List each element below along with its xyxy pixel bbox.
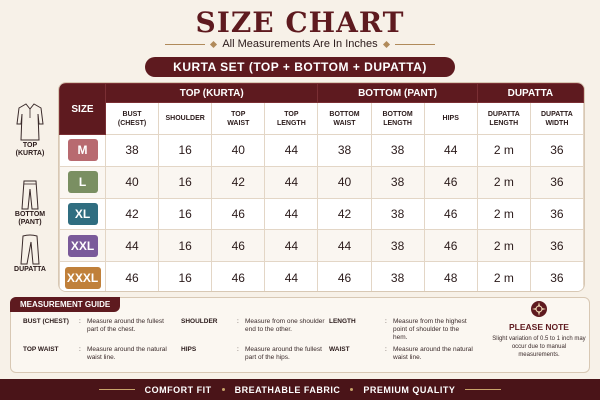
guide-separator: : bbox=[385, 346, 387, 353]
kurta-icon bbox=[15, 102, 45, 142]
measurement-cell: 38 bbox=[371, 230, 424, 262]
guide-item bbox=[181, 346, 325, 362]
footer-feature: BREATHABLE FABRIC bbox=[234, 384, 341, 395]
size-cell bbox=[60, 262, 106, 292]
table-row bbox=[60, 166, 584, 198]
garment-panel bbox=[4, 84, 56, 294]
bullet-icon bbox=[222, 388, 225, 391]
table-row bbox=[60, 230, 584, 262]
measurement-cell: 48 bbox=[424, 262, 477, 292]
size-cell bbox=[60, 198, 106, 230]
measurement-cell: 2 m bbox=[477, 198, 530, 230]
product-banner: KURTA SET (TOP + BOTTOM + DUPATTA) bbox=[145, 57, 455, 77]
footer-ornament-line bbox=[99, 389, 135, 390]
measurement-cell: 46 bbox=[212, 230, 265, 262]
measurement-cell: 36 bbox=[530, 166, 583, 198]
diamond-ornament-icon bbox=[383, 40, 390, 47]
measurement-cell: 44 bbox=[265, 135, 318, 167]
measurement-cell: 38 bbox=[106, 135, 159, 167]
guide-desc: Measure around the natural waist line. bbox=[87, 346, 167, 361]
measurement-cell: 16 bbox=[159, 166, 212, 198]
guide-desc: Measure around the fullest part of the hips. bbox=[245, 346, 322, 361]
column-header bbox=[530, 103, 583, 135]
table-row bbox=[60, 198, 584, 230]
guide-desc: Measure from one shoulder end to the other. bbox=[245, 318, 325, 333]
guide-separator: : bbox=[79, 346, 81, 353]
column-header-line2: WAIST bbox=[227, 119, 250, 127]
column-header-line1: BUST bbox=[122, 110, 142, 118]
column-header bbox=[159, 103, 212, 135]
footer-feature: COMFORT FIT bbox=[144, 384, 212, 395]
measurement-cell: 46 bbox=[318, 262, 371, 292]
measurement-cell: 38 bbox=[371, 198, 424, 230]
measurement-cell: 2 m bbox=[477, 262, 530, 292]
guide-separator: : bbox=[237, 318, 239, 325]
footer-ornament-line bbox=[465, 389, 501, 390]
column-header-line2: LENGTH bbox=[489, 119, 519, 127]
group-header-top: TOP (KURTA) bbox=[106, 84, 318, 103]
measurement-cell: 42 bbox=[212, 166, 265, 198]
size-badge: XL bbox=[68, 203, 98, 225]
column-header-line2: WIDTH bbox=[545, 119, 569, 127]
measurement-cell: 16 bbox=[159, 262, 212, 292]
divider-line bbox=[395, 44, 435, 45]
footer-feature: PREMIUM QUALITY bbox=[363, 384, 456, 395]
measurement-cell: 44 bbox=[106, 230, 159, 262]
column-header-line2: (CHEST) bbox=[117, 119, 147, 127]
measurement-cell: 40 bbox=[212, 135, 265, 167]
measurement-cell: 46 bbox=[212, 262, 265, 292]
garment-dupatta bbox=[4, 234, 56, 274]
measurement-cell: 44 bbox=[265, 198, 318, 230]
garment-label: BOTTOM bbox=[14, 211, 46, 218]
column-header-line1: HIPS bbox=[442, 115, 459, 122]
measurement-cell: 16 bbox=[159, 230, 212, 262]
column-header-line1: BOTTOM bbox=[382, 110, 413, 118]
flower-ornament-icon bbox=[530, 300, 548, 318]
guide-label: BUST (CHEST) bbox=[23, 318, 69, 325]
bullet-icon bbox=[350, 388, 353, 391]
measurement-cell: 44 bbox=[424, 135, 477, 167]
guide-separator: : bbox=[79, 318, 81, 325]
measurement-cell: 46 bbox=[212, 198, 265, 230]
group-header-dupatta: DUPATTA bbox=[477, 84, 583, 103]
measurement-cell: 44 bbox=[265, 230, 318, 262]
guide-item bbox=[329, 346, 473, 362]
measurement-cell: 38 bbox=[318, 135, 371, 167]
guide-label: SHOULDER bbox=[181, 318, 218, 325]
measurement-cell: 2 m bbox=[477, 230, 530, 262]
column-header-line1: SHOULDER bbox=[165, 115, 205, 122]
guide-label: HIPS bbox=[181, 346, 197, 353]
garment-label-sub: (KURTA) bbox=[15, 150, 45, 157]
garment-bottom bbox=[4, 179, 56, 227]
footer-bar bbox=[0, 379, 600, 400]
note-title: PLEASE NOTE bbox=[509, 322, 569, 332]
size-cell bbox=[60, 135, 106, 167]
dupatta-icon bbox=[17, 234, 43, 266]
measurement-cell: 36 bbox=[530, 198, 583, 230]
measurement-cell: 16 bbox=[159, 135, 212, 167]
size-badge: XXXL bbox=[65, 267, 101, 289]
measurement-cell: 38 bbox=[371, 166, 424, 198]
measurement-cell: 44 bbox=[318, 230, 371, 262]
column-header bbox=[106, 103, 159, 135]
size-cell bbox=[60, 230, 106, 262]
measurement-cell: 36 bbox=[530, 135, 583, 167]
size-badge: L bbox=[68, 171, 98, 193]
guide-item bbox=[181, 318, 325, 334]
column-header bbox=[477, 103, 530, 135]
guide-label: LENGTH bbox=[329, 318, 356, 325]
note-text: Slight variation of 0.5 to 1 inch may occur due to manual measurements. bbox=[492, 336, 586, 358]
column-header-line1: BOTTOM bbox=[329, 110, 360, 118]
column-header-line2: LENGTH bbox=[276, 119, 306, 127]
column-header-line2: LENGTH bbox=[383, 119, 412, 127]
measurement-cell: 44 bbox=[265, 262, 318, 292]
size-badge: XXL bbox=[68, 235, 98, 257]
garment-label: DUPATTA bbox=[14, 266, 46, 273]
measurement-cell: 16 bbox=[159, 198, 212, 230]
diamond-ornament-icon bbox=[210, 40, 217, 47]
guide-item bbox=[23, 346, 167, 362]
measurement-cell: 2 m bbox=[477, 135, 530, 167]
measurement-cell: 36 bbox=[530, 230, 583, 262]
guide-desc: Measure around the natural waist line. bbox=[393, 346, 473, 361]
page-subtitle: All Measurements Are In Inches bbox=[222, 38, 378, 50]
column-header bbox=[212, 103, 265, 135]
size-badge: M bbox=[68, 139, 98, 161]
guide-item bbox=[329, 318, 473, 342]
garment-label: TOP bbox=[22, 142, 38, 149]
column-header bbox=[371, 103, 424, 135]
guide-label: TOP WAIST bbox=[23, 346, 59, 353]
guide-desc: Measure around the fullest part of the chest. bbox=[87, 318, 164, 333]
measurement-cell: 46 bbox=[424, 166, 477, 198]
column-header-line1: TOP bbox=[284, 110, 299, 118]
guide-label: WAIST bbox=[329, 346, 350, 353]
size-cell bbox=[60, 166, 106, 198]
size-column-header: SIZE bbox=[60, 84, 106, 135]
column-header bbox=[424, 103, 477, 135]
column-header-line1: DUPATTA bbox=[487, 110, 520, 118]
measurement-cell: 44 bbox=[265, 166, 318, 198]
guide-title: MEASUREMENT GUIDE bbox=[10, 297, 120, 312]
table-row bbox=[60, 262, 584, 292]
guide-separator: : bbox=[385, 318, 387, 325]
page-title: SIZE CHART bbox=[195, 6, 405, 39]
guide-item bbox=[23, 318, 167, 334]
column-header bbox=[265, 103, 318, 135]
measurement-cell: 40 bbox=[318, 166, 371, 198]
measurement-cell: 38 bbox=[371, 135, 424, 167]
please-note bbox=[488, 296, 590, 374]
guide-desc: Measure from the highest point of shoulder to the hem. bbox=[393, 318, 467, 341]
divider-line bbox=[165, 44, 205, 45]
size-table bbox=[58, 82, 585, 292]
measurement-cell: 38 bbox=[371, 262, 424, 292]
subtitle-row bbox=[0, 38, 600, 50]
measurement-cell: 36 bbox=[530, 262, 583, 292]
guide-separator: : bbox=[237, 346, 239, 353]
measurement-cell: 2 m bbox=[477, 166, 530, 198]
column-header bbox=[318, 103, 371, 135]
measurement-cell: 46 bbox=[424, 198, 477, 230]
column-header-line1: TOP bbox=[231, 110, 246, 118]
measurement-cell: 40 bbox=[106, 166, 159, 198]
measurement-cell: 46 bbox=[424, 230, 477, 262]
pant-icon bbox=[19, 179, 41, 211]
garment-label-sub: (PANT) bbox=[18, 219, 42, 226]
garment-top bbox=[4, 102, 56, 158]
measurement-cell: 42 bbox=[106, 198, 159, 230]
measurement-cell: 42 bbox=[318, 198, 371, 230]
group-header-bottom: BOTTOM (PANT) bbox=[318, 84, 477, 103]
table-row bbox=[60, 135, 584, 167]
column-header-line1: DUPATTA bbox=[540, 110, 573, 118]
measurement-cell: 46 bbox=[106, 262, 159, 292]
column-header-line2: WAIST bbox=[333, 119, 356, 127]
